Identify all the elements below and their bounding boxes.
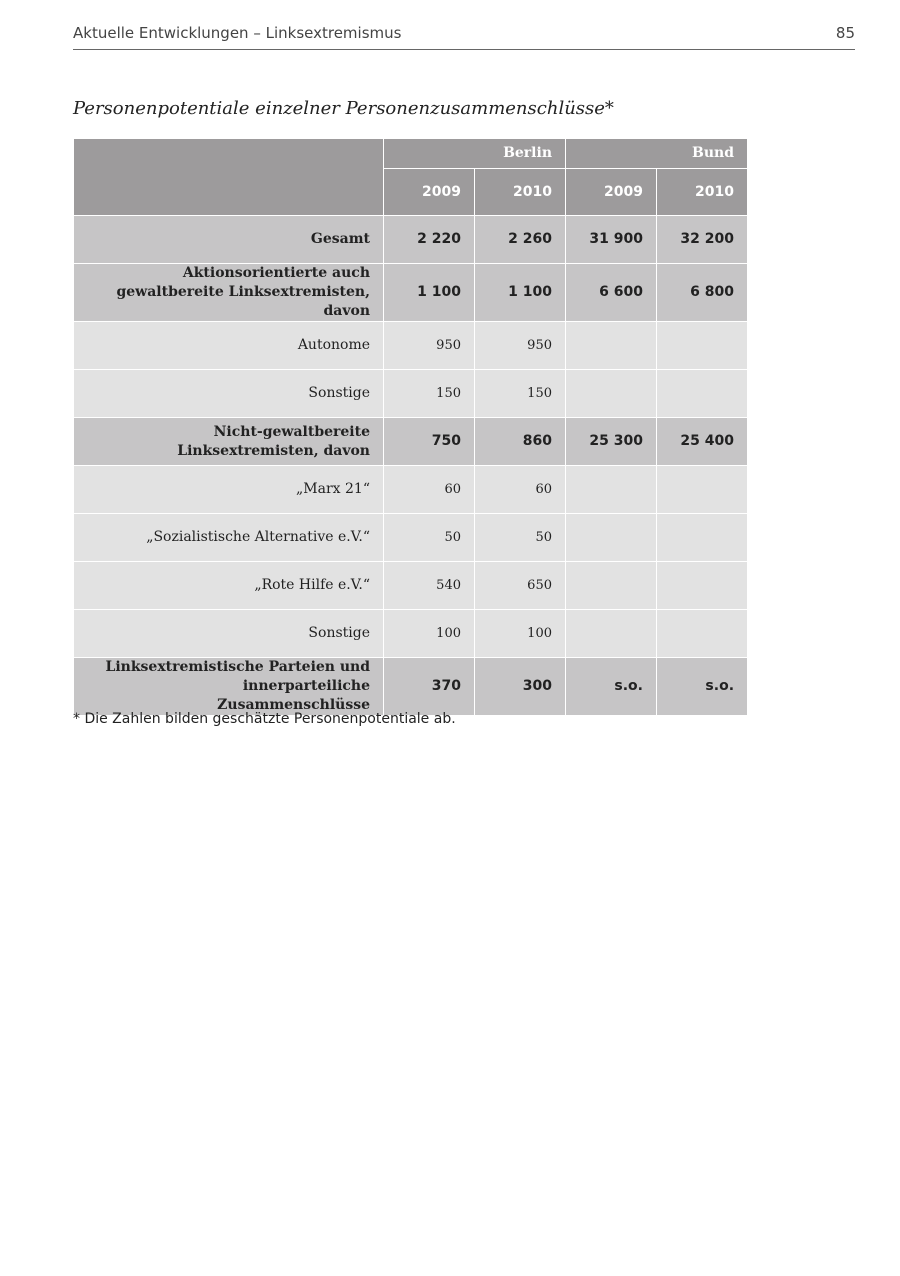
table-row xyxy=(74,370,748,418)
table-row xyxy=(74,562,748,610)
row-label: Aktionsorientierte auch gewaltbereite Linksextremisten, davon xyxy=(74,264,384,322)
header-year-berlin-2010: 2010 xyxy=(475,169,566,216)
row-label: „Sozialistische Alternative e.V.“ xyxy=(74,514,384,562)
cell-value: 2 260 xyxy=(475,216,566,264)
header-group-bund: Bund xyxy=(566,139,748,169)
cell-value: 31 900 xyxy=(566,216,657,264)
table-row xyxy=(74,322,748,370)
header-year-berlin-2009: 2009 xyxy=(384,169,475,216)
cell-value xyxy=(657,562,748,610)
cell-value: 60 xyxy=(475,466,566,514)
cell-value xyxy=(566,322,657,370)
running-header xyxy=(73,22,855,50)
row-label: Gesamt xyxy=(74,216,384,264)
cell-value xyxy=(657,610,748,658)
cell-value xyxy=(566,514,657,562)
cell-value: 1 100 xyxy=(384,264,475,322)
cell-value: 370 xyxy=(384,658,475,716)
row-label: Sonstige xyxy=(74,370,384,418)
table-row xyxy=(74,264,748,322)
header-group-row xyxy=(74,139,748,169)
cell-value: 1 100 xyxy=(475,264,566,322)
cell-value: 60 xyxy=(384,466,475,514)
cell-value: 860 xyxy=(475,418,566,466)
cell-value: 6 600 xyxy=(566,264,657,322)
header-year-bund-2010: 2010 xyxy=(657,169,748,216)
data-table xyxy=(73,138,748,716)
row-label: Nicht-gewaltbereite Linksextremisten, davon xyxy=(74,418,384,466)
row-label: „Marx 21“ xyxy=(74,466,384,514)
table-row xyxy=(74,658,748,716)
header-group-berlin: Berlin xyxy=(384,139,566,169)
cell-value xyxy=(566,370,657,418)
row-label: Sonstige xyxy=(74,610,384,658)
cell-value xyxy=(657,370,748,418)
cell-value: 150 xyxy=(475,370,566,418)
cell-value: 100 xyxy=(475,610,566,658)
cell-value: 50 xyxy=(384,514,475,562)
cell-value: 25 300 xyxy=(566,418,657,466)
table-footnote: * Die Zahlen bilden geschätzte Personenpotentiale ab. xyxy=(73,711,456,727)
cell-value: s.o. xyxy=(566,658,657,716)
row-label: Autonome xyxy=(74,322,384,370)
table-row xyxy=(74,466,748,514)
header-year-bund-2009: 2009 xyxy=(566,169,657,216)
cell-value: 950 xyxy=(384,322,475,370)
cell-value: 950 xyxy=(475,322,566,370)
cell-value: 50 xyxy=(475,514,566,562)
cell-value xyxy=(657,322,748,370)
cell-value: 2 220 xyxy=(384,216,475,264)
running-title: Aktuelle Entwicklungen – Linksextremismus xyxy=(73,24,402,42)
cell-value: 6 800 xyxy=(657,264,748,322)
table-title: Personenpotentiale einzelner Personenzusammenschlüsse* xyxy=(73,98,614,119)
cell-value: 32 200 xyxy=(657,216,748,264)
cell-value xyxy=(566,562,657,610)
table-row xyxy=(74,418,748,466)
table-row xyxy=(74,610,748,658)
cell-value: 25 400 xyxy=(657,418,748,466)
cell-value: 150 xyxy=(384,370,475,418)
cell-value: s.o. xyxy=(657,658,748,716)
cell-value: 540 xyxy=(384,562,475,610)
cell-value: 300 xyxy=(475,658,566,716)
cell-value: 750 xyxy=(384,418,475,466)
table-row xyxy=(74,514,748,562)
cell-value: 100 xyxy=(384,610,475,658)
page-number: 85 xyxy=(835,24,855,42)
row-label: „Rote Hilfe e.V.“ xyxy=(74,562,384,610)
cell-value xyxy=(657,466,748,514)
cell-value xyxy=(566,610,657,658)
row-label: Linksextremistische Parteien und innerparteiliche Zusammenschlüsse xyxy=(74,658,384,716)
table-row xyxy=(74,216,748,264)
cell-value xyxy=(657,514,748,562)
cell-value: 650 xyxy=(475,562,566,610)
cell-value xyxy=(566,466,657,514)
header-corner-cell xyxy=(74,139,384,216)
